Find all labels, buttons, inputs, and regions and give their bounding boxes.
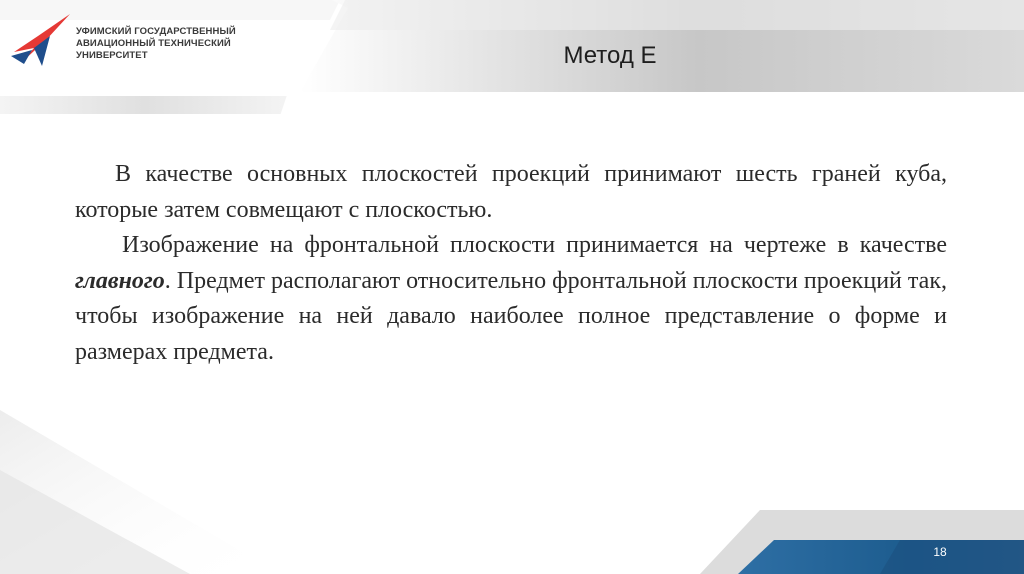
- slide-title: Метод Е: [563, 42, 657, 69]
- paragraph-2: [75, 228, 947, 370]
- paragraph-1: В качестве основных плоскостей проекций принимают шесть граней куба, которые затем совмещают с плоскостью.: [75, 161, 947, 223]
- university-name-line-1: УФИМСКИЙ ГОСУДАРСТВЕННЫЙ: [76, 26, 236, 37]
- paragraph-2-part-2: . Предмет располагают относительно фронтальной плоскости проекций так, чтобы изображение на ней давало наиболее полное представление о форме и размерах предмета.: [75, 267, 947, 365]
- emphasis-main-view: главного: [75, 267, 165, 294]
- ugatu-logo-icon: [8, 12, 76, 68]
- page-number: 18: [933, 545, 947, 559]
- slide-body: [75, 157, 947, 370]
- university-name-line-2: АВИАЦИОННЫЙ ТЕХНИЧЕСКИЙ: [76, 38, 231, 49]
- paragraph-2-part-1: Изображение на фронтальной плоскости принимается на чертеже в качестве: [122, 232, 947, 258]
- university-name: [76, 26, 266, 62]
- university-name-line-3: УНИВЕРСИТЕТ: [76, 50, 148, 61]
